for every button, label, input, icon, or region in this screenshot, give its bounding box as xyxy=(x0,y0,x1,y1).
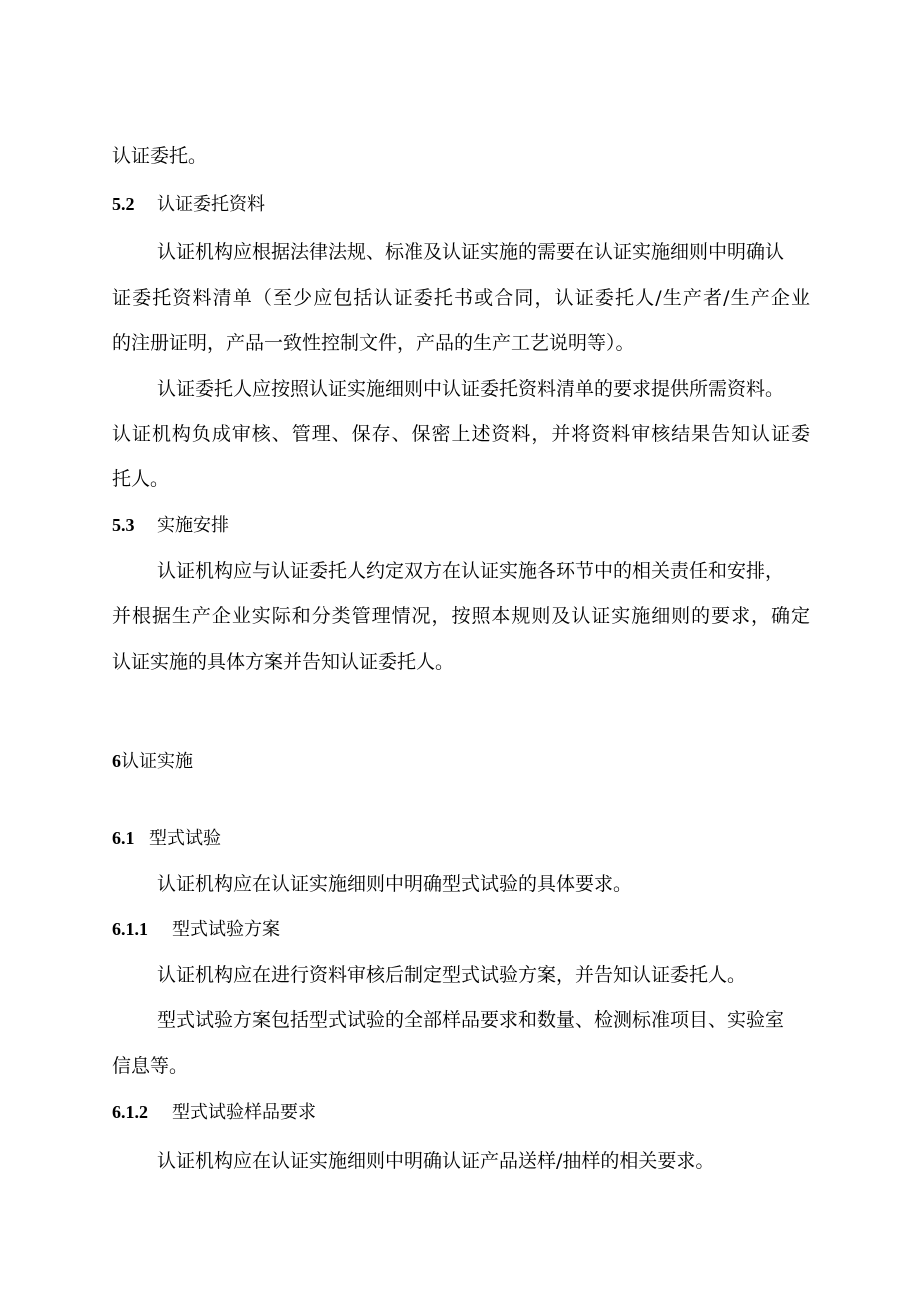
continuation-text: 认证委托。 xyxy=(112,145,208,167)
section-5-2-heading xyxy=(112,192,265,217)
paragraph-line: 认证机构应与认证委托人约定双方在认证实施各环节中的相关责任和安排， xyxy=(157,560,785,582)
paragraph-line: 认证机构应在认证实施细则中明确型式试验的具体要求。 xyxy=(157,873,633,895)
section-number: 6 xyxy=(112,751,121,771)
section-number: 6.1 xyxy=(112,828,135,848)
section-title: 认证委托资料 xyxy=(157,194,265,215)
section-title: 认证实施 xyxy=(121,751,193,772)
section-number: 6.1.1 xyxy=(112,919,148,939)
paragraph-line: 认证实施的具体方案并告知认证委托人。 xyxy=(112,651,455,673)
section-6-1-2-heading xyxy=(112,1100,316,1125)
section-6-1-1-heading xyxy=(112,917,280,942)
paragraph-line: 认证机构负成审核、管理、保存、保密上述资料，并将资料审核结果告知认证委 xyxy=(112,423,810,445)
section-number: 6.1.2 xyxy=(112,1102,148,1122)
paragraph-line: 型式试验方案包括型式试验的全部样品要求和数量、检测标准项目、实验室 xyxy=(157,1009,785,1031)
paragraph-line: 认证委托人应按照认证实施细则中认证委托资料清单的要求提供所需资料。 xyxy=(157,378,785,400)
section-number: 5.3 xyxy=(112,515,135,535)
paragraph-line: 认证机构应在认证实施细则中明确认证产品送样/抽样的相关要求。 xyxy=(157,1150,715,1172)
section-title: 型式试验 xyxy=(149,828,221,849)
section-title: 型式试验样品要求 xyxy=(172,1102,316,1123)
paragraph-line: 证委托资料清单（至少应包括认证委托书或合同，认证委托人/生产者/生产企业 xyxy=(112,287,810,309)
section-title: 型式试验方案 xyxy=(172,919,280,940)
section-title: 实施安排 xyxy=(157,515,229,536)
section-number: 5.2 xyxy=(112,194,135,214)
paragraph-line: 认证机构应根据法律法规、标准及认证实施的需要在认证实施细则中明确认 xyxy=(157,241,785,263)
section-6-heading xyxy=(112,749,193,774)
paragraph-line: 的注册证明，产品一致性控制文件，产品的生产工艺说明等）。 xyxy=(112,332,635,354)
paragraph-line: 信息等。 xyxy=(112,1055,189,1077)
section-6-1-heading xyxy=(112,826,221,851)
paragraph-line: 托人。 xyxy=(112,468,170,490)
paragraph-line: 并根据生产企业实际和分类管理情况，按照本规则及认证实施细则的要求，确定 xyxy=(112,605,810,627)
paragraph-line: 认证机构应在进行资料审核后制定型式试验方案，并告知认证委托人。 xyxy=(157,964,747,986)
section-5-3-heading xyxy=(112,513,229,538)
